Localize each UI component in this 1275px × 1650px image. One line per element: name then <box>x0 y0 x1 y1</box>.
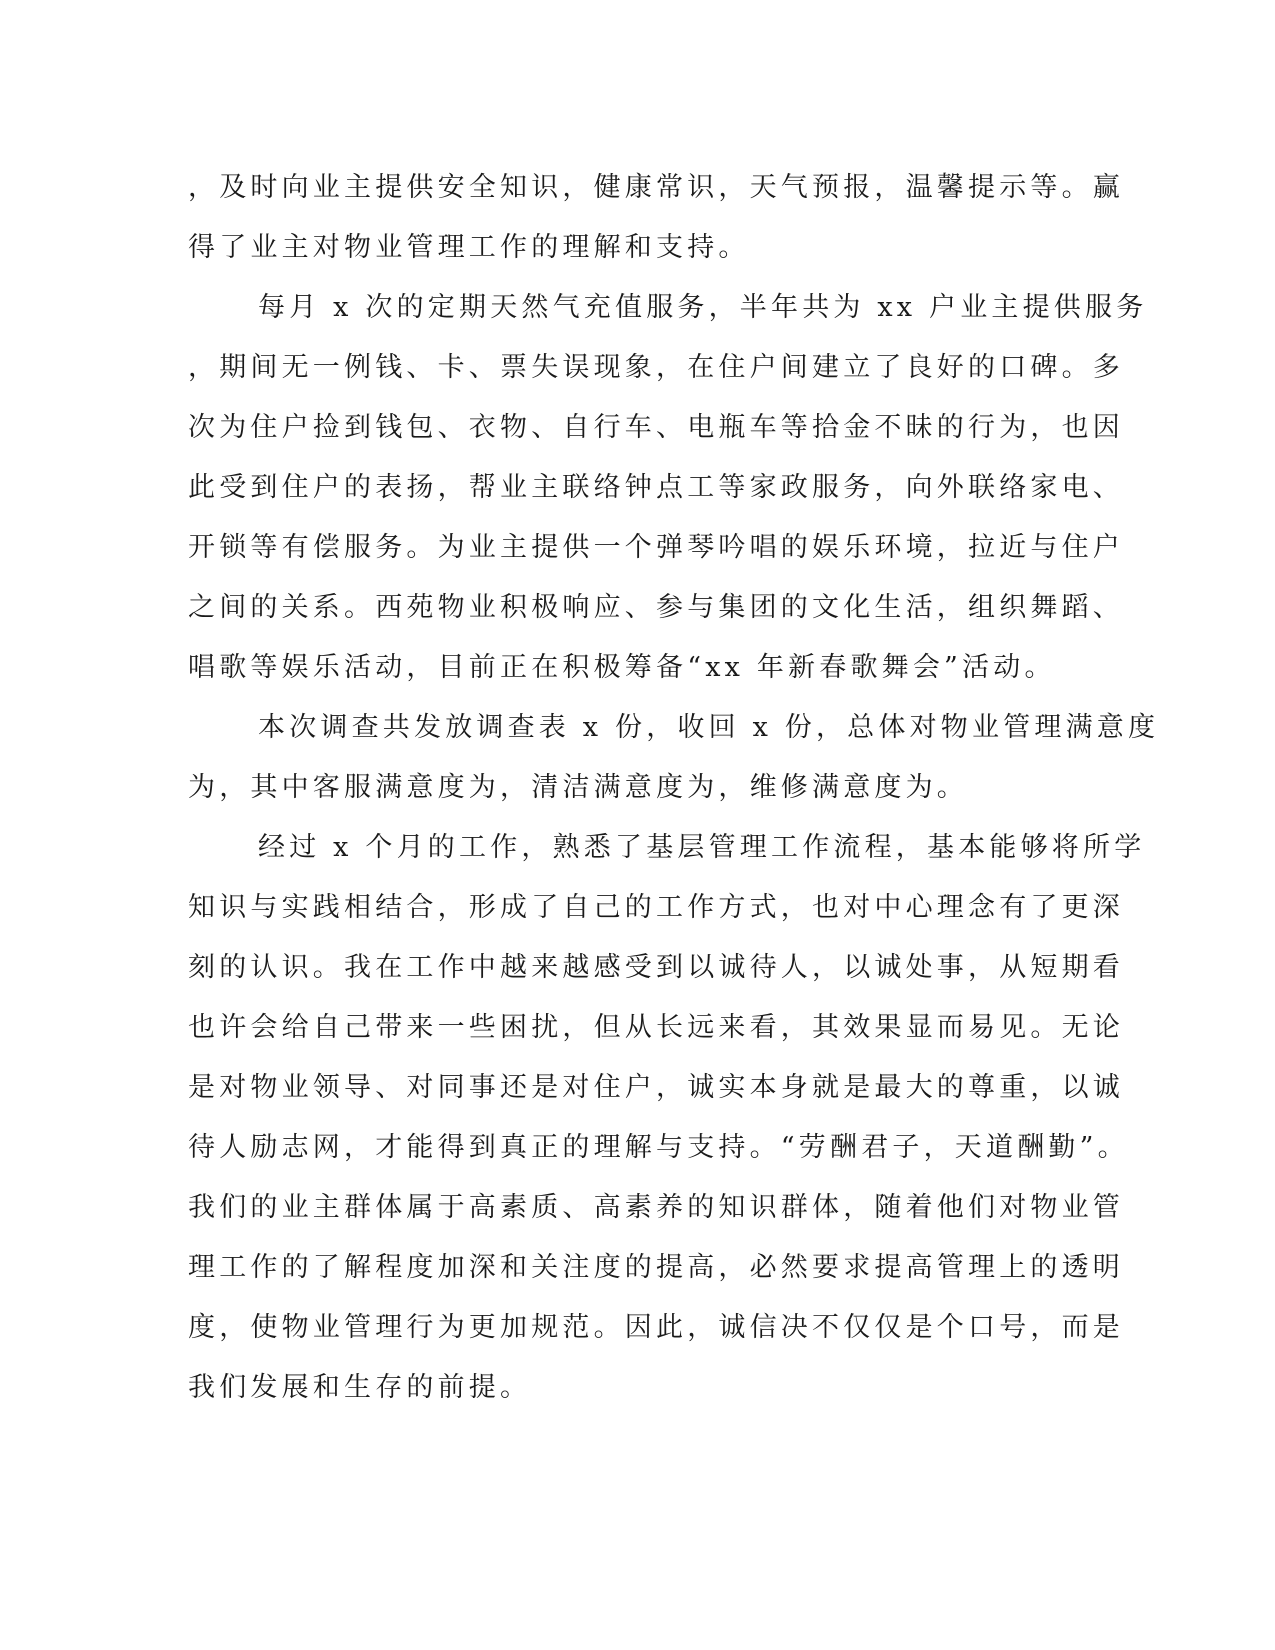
text-line: 也许会给自己带来一些困扰，但从长远来看，其效果显而易见。无论 <box>188 1012 1124 1043</box>
body-text <box>188 158 1160 1418</box>
text-line: ，期间无一例钱、卡、票失误现象，在住户间建立了良好的口碑。多 <box>188 352 1124 383</box>
text-line: 次为住户捡到钱包、衣物、自行车、电瓶车等拾金不昧的行为，也因 <box>188 412 1124 443</box>
paragraph-1 <box>188 158 1124 278</box>
paragraph-2 <box>188 278 1148 698</box>
text-line: 本次调查共发放调查表 x 份，收回 x 份，总体对物业管理满意度 <box>258 712 1160 743</box>
text-line: 刻的认识。我在工作中越来越感受到以诚待人，以诚处事，从短期看 <box>188 952 1124 983</box>
text-line: 此受到住户的表扬，帮业主联络钟点工等家政服务，向外联络家电、 <box>188 472 1124 503</box>
text-line: 理工作的了解程度加深和关注度的提高，必然要求提高管理上的透明 <box>188 1252 1124 1283</box>
text-line: 是对物业领导、对同事还是对住户，诚实本身就是最大的尊重，以诚 <box>188 1072 1124 1103</box>
text-line: 之间的关系。西苑物业积极响应、参与集团的文化生活，组织舞蹈、 <box>188 592 1124 623</box>
text-line: 唱歌等娱乐活动，目前正在积极筹备“xx 年新春歌舞会”活动。 <box>188 652 1056 683</box>
text-line: 经过 x 个月的工作，熟悉了基层管理工作流程，基本能够将所学 <box>258 832 1146 863</box>
text-line: 得了业主对物业管理工作的理解和支持。 <box>188 232 750 263</box>
text-line: 待人励志网，才能得到真正的理解与支持。“劳酬君子，天道酬勤”。 <box>188 1132 1129 1163</box>
paragraph-4 <box>188 818 1146 1418</box>
text-line: 我们发展和生存的前提。 <box>188 1372 532 1403</box>
text-line: 度，使物业管理行为更加规范。因此，诚信决不仅仅是个口号，而是 <box>188 1312 1124 1343</box>
text-line: ，及时向业主提供安全知识，健康常识，天气预报，温馨提示等。赢 <box>188 172 1124 203</box>
text-line: 为，其中客服满意度为，清洁满意度为，维修满意度为。 <box>188 772 968 803</box>
paragraph-3 <box>188 698 1160 818</box>
text-line: 知识与实践相结合，形成了自己的工作方式，也对中心理念有了更深 <box>188 892 1124 923</box>
text-line: 开锁等有偿服务。为业主提供一个弹琴吟唱的娱乐环境，拉近与住户 <box>188 532 1124 563</box>
text-line: 每月 x 次的定期天然气充值服务，半年共为 xx 户业主提供服务 <box>258 292 1148 323</box>
text-line: 我们的业主群体属于高素质、高素养的知识群体，随着他们对物业管 <box>188 1192 1124 1223</box>
